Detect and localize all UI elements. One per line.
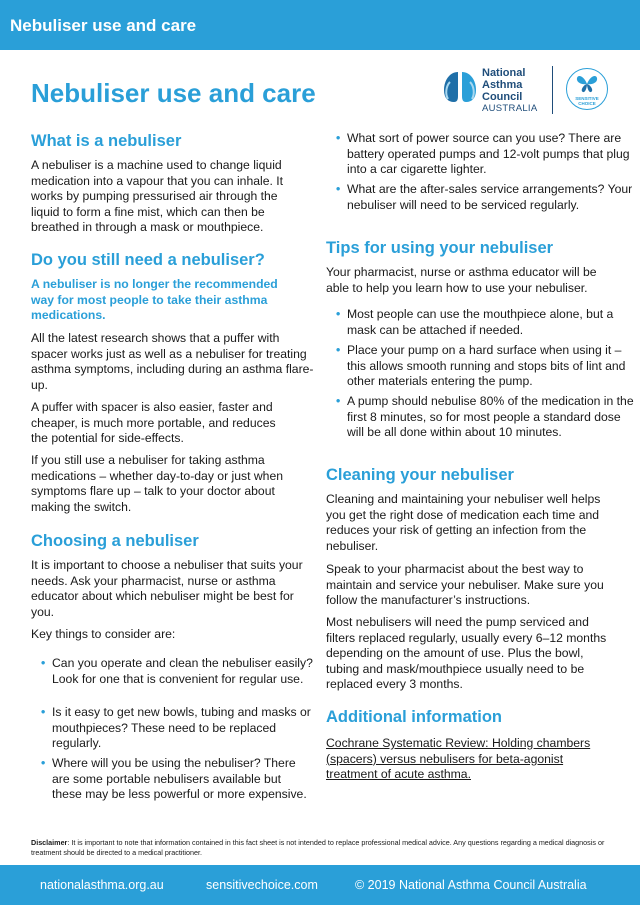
page-title: Nebuliser use and care	[31, 78, 316, 108]
cleaning-p2: Speak to your pharmacist about the best way to maintain and service your nebuliser. Make sure you follow the manufacturer’s instructions.	[326, 562, 604, 607]
butterfly-icon	[576, 74, 598, 94]
badge-line: SENSITIVE	[575, 96, 599, 101]
logo-wordmark	[482, 67, 538, 115]
tips-p1: Your pharmacist, nurse or asthma educator will be able to help you learn how to use your nebuliser.	[326, 265, 597, 295]
heading-additional: Additional information	[326, 708, 502, 726]
heading-what-is: What is a nebuliser	[31, 132, 182, 150]
logo-line: Council	[482, 91, 523, 103]
heading-tips: Tips for using your nebuliser	[326, 239, 554, 257]
disclaimer-label: Disclaimer	[31, 838, 68, 847]
heading-cleaning: Cleaning your nebuliser	[326, 466, 514, 484]
logo-line: National	[482, 67, 526, 79]
logo-line: AUSTRALIA	[482, 103, 538, 114]
heading-still-need: Do you still need a nebuliser?	[31, 251, 265, 269]
badge-text	[567, 96, 607, 106]
heading-choosing: Choosing a nebuliser	[31, 532, 199, 550]
choosing-p2: Key things to consider are:	[31, 627, 176, 641]
list-item: • Place your pump on a hard surface when using it – this allows smooth running and stops bits of lint and other materials entering the pump.	[325, 343, 637, 390]
disclaimer-text: : It is important to note that information contained in this fact sheet is not intended to replace professional medical advice. Any questions regarding a medical diagnosis or treatment should be directed to a medical practitioner.	[31, 838, 605, 857]
sensitive-choice-badge	[566, 68, 608, 110]
disclaimer	[31, 838, 616, 857]
still-need-p3: If you still use a nebuliser for taking asthma medications – whether day-to-day or just when symptoms flare up – talk to your doctor about making the switch.	[31, 453, 284, 514]
still-need-lead: A nebuliser is no longer the recommended way for most people to take their asthma medications.	[31, 277, 278, 322]
cochrane-review-link[interactable]: Cochrane Systematic Review: Holding chambers (spacers) versus nebulisers for beta-agonist treatment of acute asthma.	[326, 736, 591, 781]
list-item: • What are the after-sales service arrangements? Your nebuliser will need to be serviced regularly.	[325, 182, 637, 213]
what-is-body: A nebuliser is a machine used to change liquid medication into a vapour that you can inhale. It works by pumping pressurised air through the liquid to form a fine mist, which can then be breathed in through a mask or mouthpiece.	[31, 158, 284, 234]
list-item: • Can you operate and clean the nebuliser easily? Look for one that is convenient for regular use.	[30, 656, 314, 687]
list-item: • Where will you be using the nebuliser? There are some portable nebulisers available but these may be less powerful or more expensive.	[30, 756, 314, 803]
still-need-p2: A puffer with spacer is also easier, faster and cheaper, is much more portable, and reduces the potential for side-effects.	[31, 400, 276, 445]
footer-copyright: © 2019 National Asthma Council Australia	[355, 878, 587, 892]
still-need-p1: All the latest research shows that a puffer with spacer works just as well as a nebuliser for treating asthma symptoms, including during an asthma flare-up.	[31, 331, 314, 392]
logo-group	[442, 66, 612, 116]
cleaning-p1: Cleaning and maintaining your nebuliser well helps you get the right dose of medication each time and reduces your risk of getting an infection from the nebuliser.	[326, 492, 601, 553]
list-item: • A pump should nebulise 80% of the medication in the first 8 minutes, so for most people a standard dose will be all done within about 10 minutes.	[325, 394, 637, 441]
footer-link-nac[interactable]: nationalasthma.org.au	[40, 878, 164, 892]
choosing-p1: It is important to choose a nebuliser that suits your needs. Ask your pharmacist, nurse or asthma educator about which nebuliser might be best for you.	[31, 558, 303, 619]
banner-title: Nebuliser use and care	[10, 16, 197, 35]
lungs-logo-icon	[442, 68, 478, 104]
list-item: • Is it easy to get new bowls, tubing and masks or mouthpieces? These need to be replaced regularly.	[30, 705, 314, 752]
list-item: • What sort of power source can you use? There are battery operated pumps and 12-volt pumps that plug into a car cigarette lighter.	[325, 131, 637, 178]
footer-link-sensitive-choice[interactable]: sensitivechoice.com	[206, 878, 318, 892]
footer-bar	[0, 865, 640, 905]
badge-line: CHOICE	[578, 101, 596, 106]
list-item: • Most people can use the mouthpiece alone, but a mask can be attached if needed.	[325, 307, 637, 338]
logo-divider	[552, 66, 553, 114]
logo-line: Asthma	[482, 79, 523, 91]
cleaning-p3: Most nebulisers will need the pump serviced and filters replaced regularly, usually every 6–12 months depending on the amount of use. Plus the bowl, tubing and mask/mouthpiece usually need to be replaced every 3 months.	[326, 615, 607, 691]
top-banner	[0, 0, 640, 50]
